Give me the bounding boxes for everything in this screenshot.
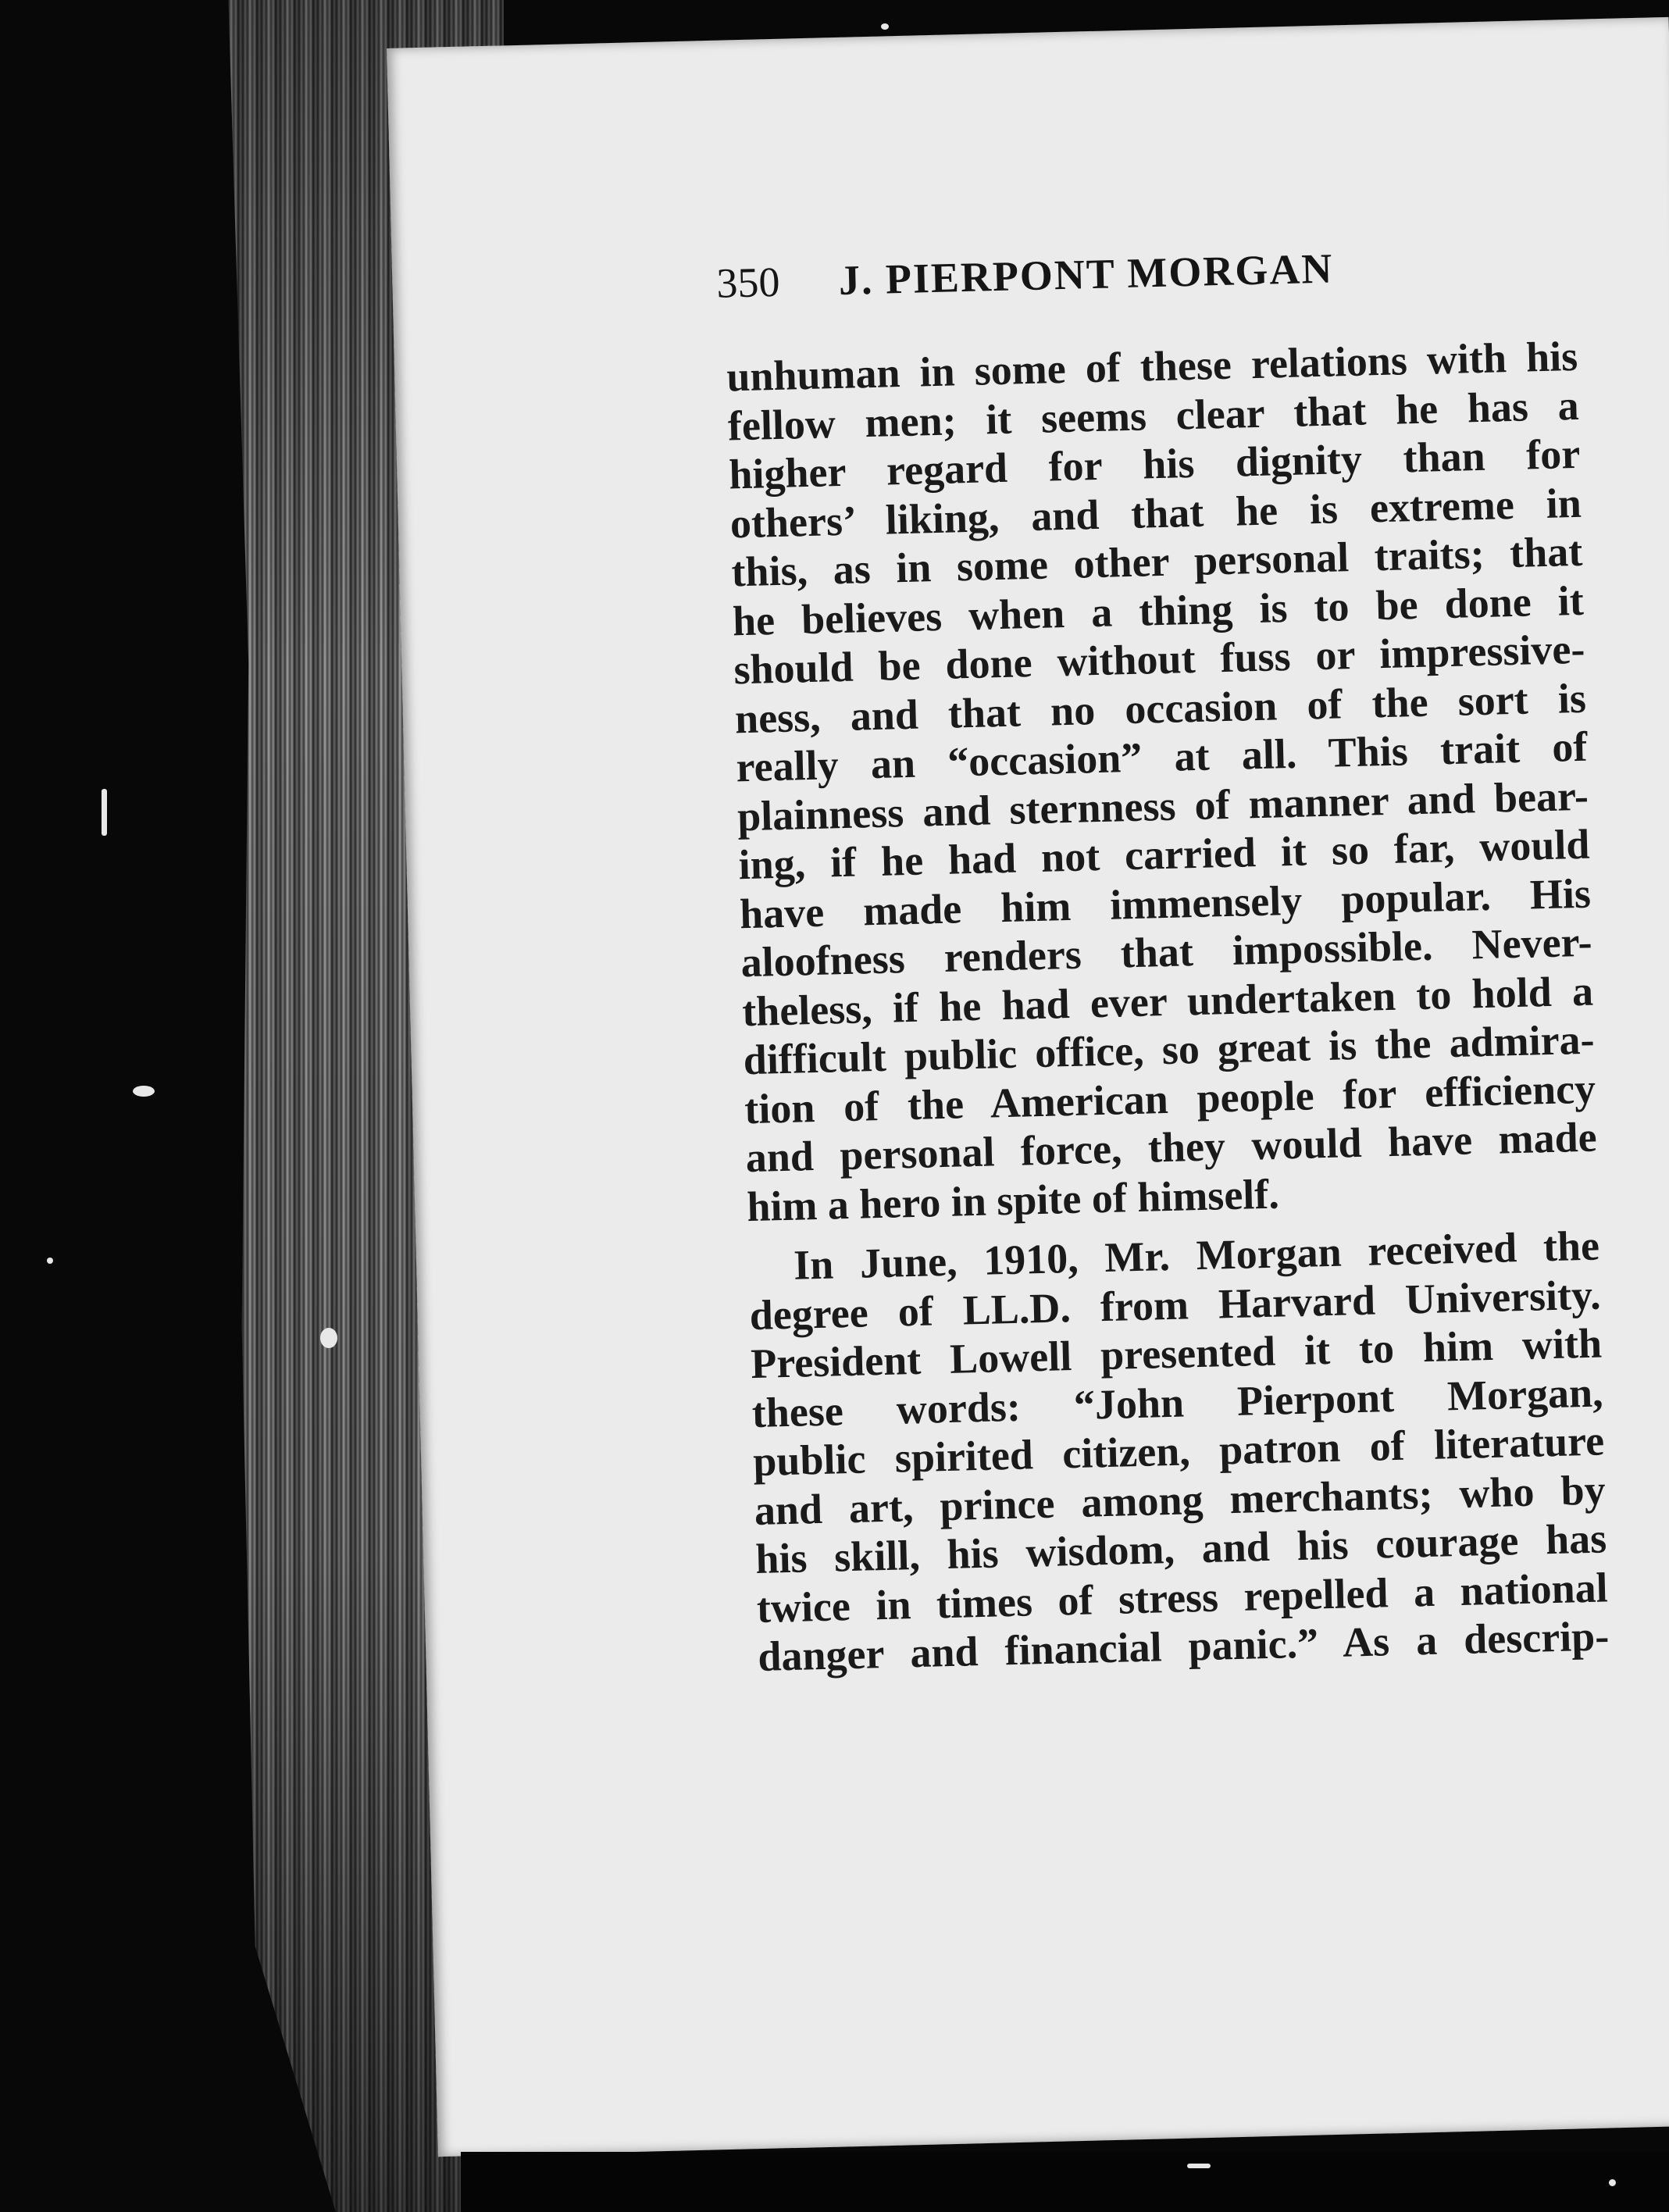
text-line: others’ liking, and that he is extreme in <box>729 479 1582 547</box>
dust-speck <box>47 1258 53 1264</box>
page-header <box>716 244 1334 307</box>
page-body <box>726 332 1610 1682</box>
dark-background-bottom <box>461 2152 1669 2212</box>
text-line: he believes when a thing is to be done it <box>732 576 1585 644</box>
dust-speck <box>1609 2179 1616 2186</box>
running-title: J. PIERPONT MORGAN <box>838 244 1334 304</box>
text-line: really an “occasion” at all. This trait of <box>735 722 1589 791</box>
text-line: fellow men; it seems clear that he has a <box>727 381 1580 449</box>
text-line: these words: “John Pierpont Morgan, <box>751 1368 1604 1436</box>
text-line: ness, and that no occasion of the sort is <box>734 674 1587 742</box>
text-line: this, as in some other personal traits; that <box>730 527 1583 596</box>
text-line: theless, if he had ever undertaken to hold a <box>741 967 1594 1035</box>
text-line: and personal force, they would have made <box>745 1113 1598 1182</box>
dust-speck <box>102 789 107 836</box>
text-line: tion of the American people for efficiency <box>744 1065 1596 1133</box>
dust-speck <box>881 23 889 30</box>
text-line: unhuman in some of these relations with his <box>726 332 1578 401</box>
text-line: In June, 1910, Mr. Morgan received the <box>793 1222 1600 1289</box>
text-line: twice in times of stress repelled a national <box>756 1563 1609 1632</box>
text-line: and art, prince among merchants; who by <box>754 1465 1607 1534</box>
text-line: degree of LL.D. from Harvard University. <box>749 1271 1602 1339</box>
text-line: public spirited citizen, patron of literature <box>752 1417 1605 1486</box>
text-line: ing, if he had not carried it so far, would <box>737 820 1591 889</box>
dust-speck <box>1187 2164 1211 2168</box>
text-line: plainness and sternness of manner and bear- <box>736 772 1589 840</box>
text-line: should be done without fuss or impressive- <box>733 625 1585 694</box>
dust-speck <box>320 1328 337 1348</box>
paragraph-1 <box>726 332 1599 1231</box>
text-line: President Lowell presented it to him with <box>750 1319 1603 1388</box>
text-line: have made him immensely popular. His <box>739 869 1592 937</box>
text-line: difficult public office, so great is the admira- <box>743 1015 1596 1084</box>
dust-speck <box>133 1086 155 1097</box>
text-line: danger and financial panic.” As a descrip- <box>757 1612 1610 1680</box>
paragraph-2 <box>747 1222 1609 1682</box>
text-line: him a hero in spite of himself. <box>746 1170 1280 1230</box>
text-line: his skill, his wisdom, and his courage has <box>754 1515 1607 1583</box>
book-page <box>387 17 1669 2157</box>
text-line: higher regard for his dignity than for <box>728 430 1581 498</box>
text-line: aloofness renders that impossible. Never- <box>740 918 1593 986</box>
page-number: 350 <box>715 258 781 307</box>
